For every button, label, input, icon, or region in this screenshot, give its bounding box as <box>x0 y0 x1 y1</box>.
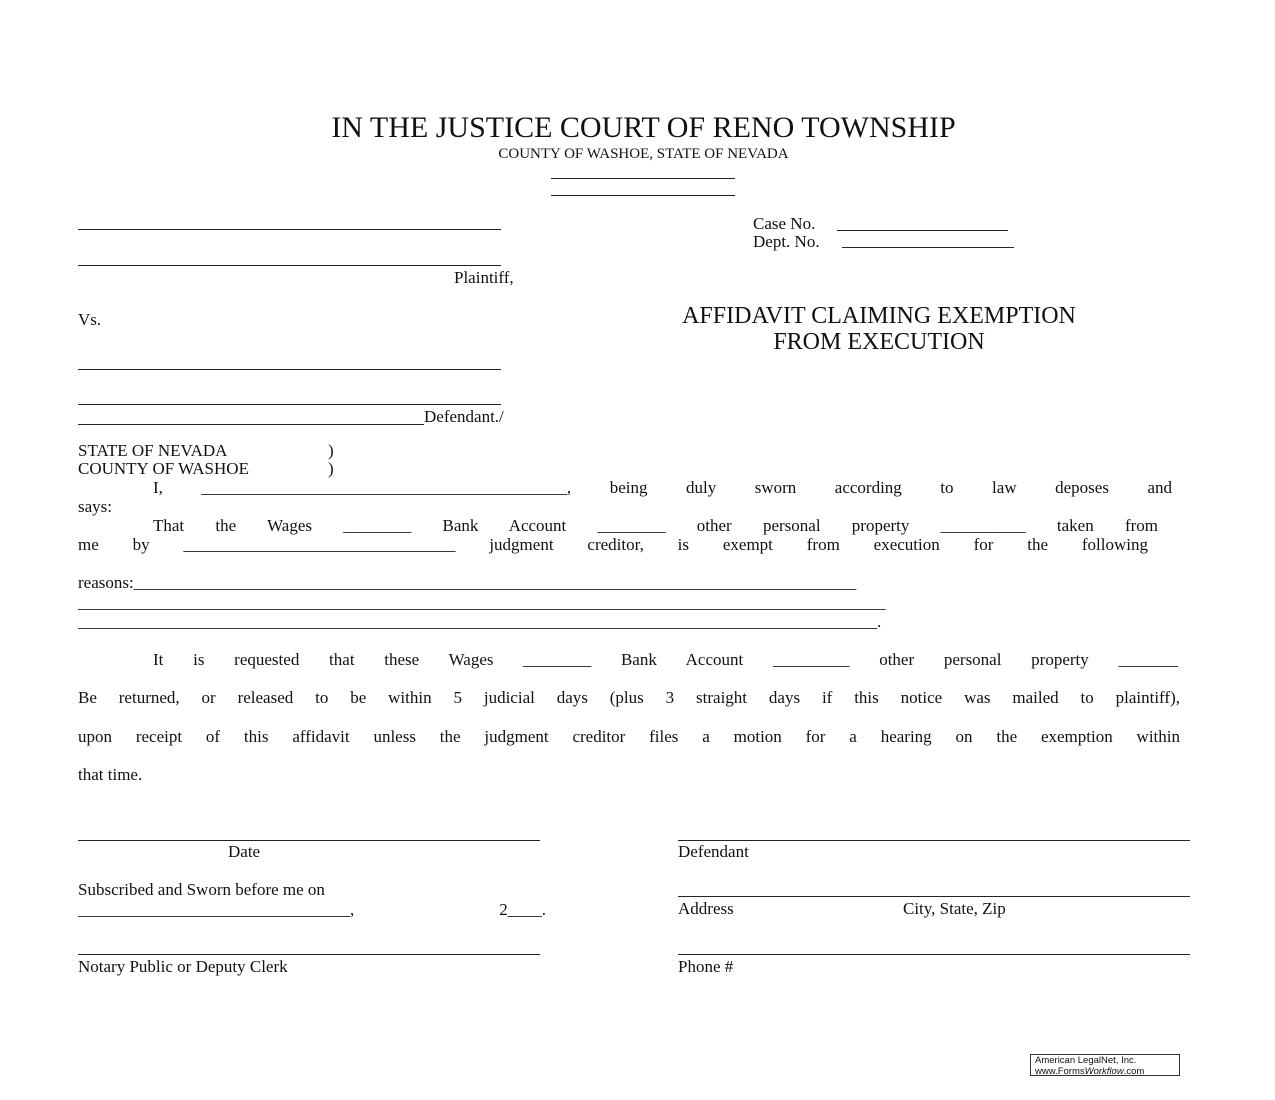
court-title: IN THE JUSTICE COURT OF RENO TOWNSHIP <box>331 111 956 144</box>
date-label: Date <box>228 842 261 861</box>
plaintiff-name-line-2[interactable] <box>78 265 501 266</box>
phone-label: Phone # <box>678 957 734 976</box>
venue-state: STATE OF NEVADA <box>78 441 228 460</box>
creditor-line: me by ________________________________ judgment creditor, is exempt from execution for the following <box>78 535 1148 554</box>
defendant-name-line-3[interactable] <box>78 424 424 425</box>
reasons-line[interactable]: reasons:_____________________________________________________________________________________ <box>78 573 857 592</box>
venue-paren: ) <box>328 441 334 460</box>
notary-signature-line[interactable] <box>78 954 540 955</box>
publisher-url <box>1035 1067 1175 1078</box>
document-title-line-2: FROM EXECUTION <box>773 329 985 355</box>
defendant-name-line-1[interactable] <box>78 369 501 370</box>
reasons-line[interactable]: _______________________________________________________________________________________________ <box>78 593 886 612</box>
blank-line[interactable] <box>551 195 735 196</box>
publisher-name: American LegalNet, Inc. <box>1035 1055 1137 1066</box>
body-text: Be returned, or released to be within 5 judicial days (plus 3 straight days if this notice was mailed to plaintiff), <box>78 688 1180 707</box>
venue-county: COUNTY OF WASHOE <box>78 459 249 478</box>
case-no-label: Case No. <box>753 214 816 233</box>
date-signature-line[interactable] <box>78 840 540 841</box>
defendant-name-line-2[interactable] <box>78 404 501 405</box>
reasons-line[interactable]: ______________________________________________________________________________________________. <box>78 612 882 631</box>
body-text: says: <box>78 497 112 516</box>
defendant-label: Defendant./ <box>424 407 504 426</box>
case-no-field[interactable] <box>837 230 1008 231</box>
phone-line[interactable] <box>678 954 1190 955</box>
subscribed-label: Subscribed and Sworn before me on <box>78 880 325 899</box>
blank-line[interactable] <box>551 178 735 179</box>
property-line: That the Wages ________ Bank Account ________ other personal property __________ taken from <box>153 516 1158 535</box>
subscribed-date-field[interactable]: ________________________________, 2____. <box>78 900 546 919</box>
document-title-line-1: AFFIDAVIT CLAIMING EXEMPTION <box>682 303 1076 329</box>
notary-label: Notary Public or Deputy Clerk <box>78 957 288 976</box>
venue-paren: ) <box>328 459 334 478</box>
vs-label: Vs. <box>78 310 102 329</box>
dept-no-field[interactable] <box>842 247 1014 248</box>
plaintiff-label: Plaintiff, <box>454 268 514 287</box>
dept-no-label: Dept. No. <box>753 232 820 251</box>
url-prefix: www.Forms <box>1035 1065 1085 1077</box>
request-line: It is requested that these Wages ________ Bank Account _________ other personal property _______ <box>153 650 1178 669</box>
plaintiff-name-line-1[interactable] <box>78 229 501 230</box>
affiant-line: I, ___________________________________________, being duly sworn according to law deposes and <box>153 478 1172 497</box>
city-state-zip-label: City, State, Zip <box>903 899 1006 918</box>
defendant-signature-label: Defendant <box>678 842 749 861</box>
url-suffix: .com <box>1123 1065 1145 1077</box>
url-italic: Workflow <box>1084 1065 1124 1077</box>
body-text: that time. <box>78 765 143 784</box>
defendant-signature-line[interactable] <box>678 840 1190 841</box>
address-label: Address <box>678 899 734 918</box>
publisher-footer-box <box>1030 1054 1180 1076</box>
body-text: upon receipt of this affidavit unless the judgment creditor files a motion for a hearing on the exemption within <box>78 727 1180 746</box>
court-county: COUNTY OF WASHOE, STATE OF NEVADA <box>498 146 789 162</box>
address-line[interactable] <box>678 896 1190 897</box>
